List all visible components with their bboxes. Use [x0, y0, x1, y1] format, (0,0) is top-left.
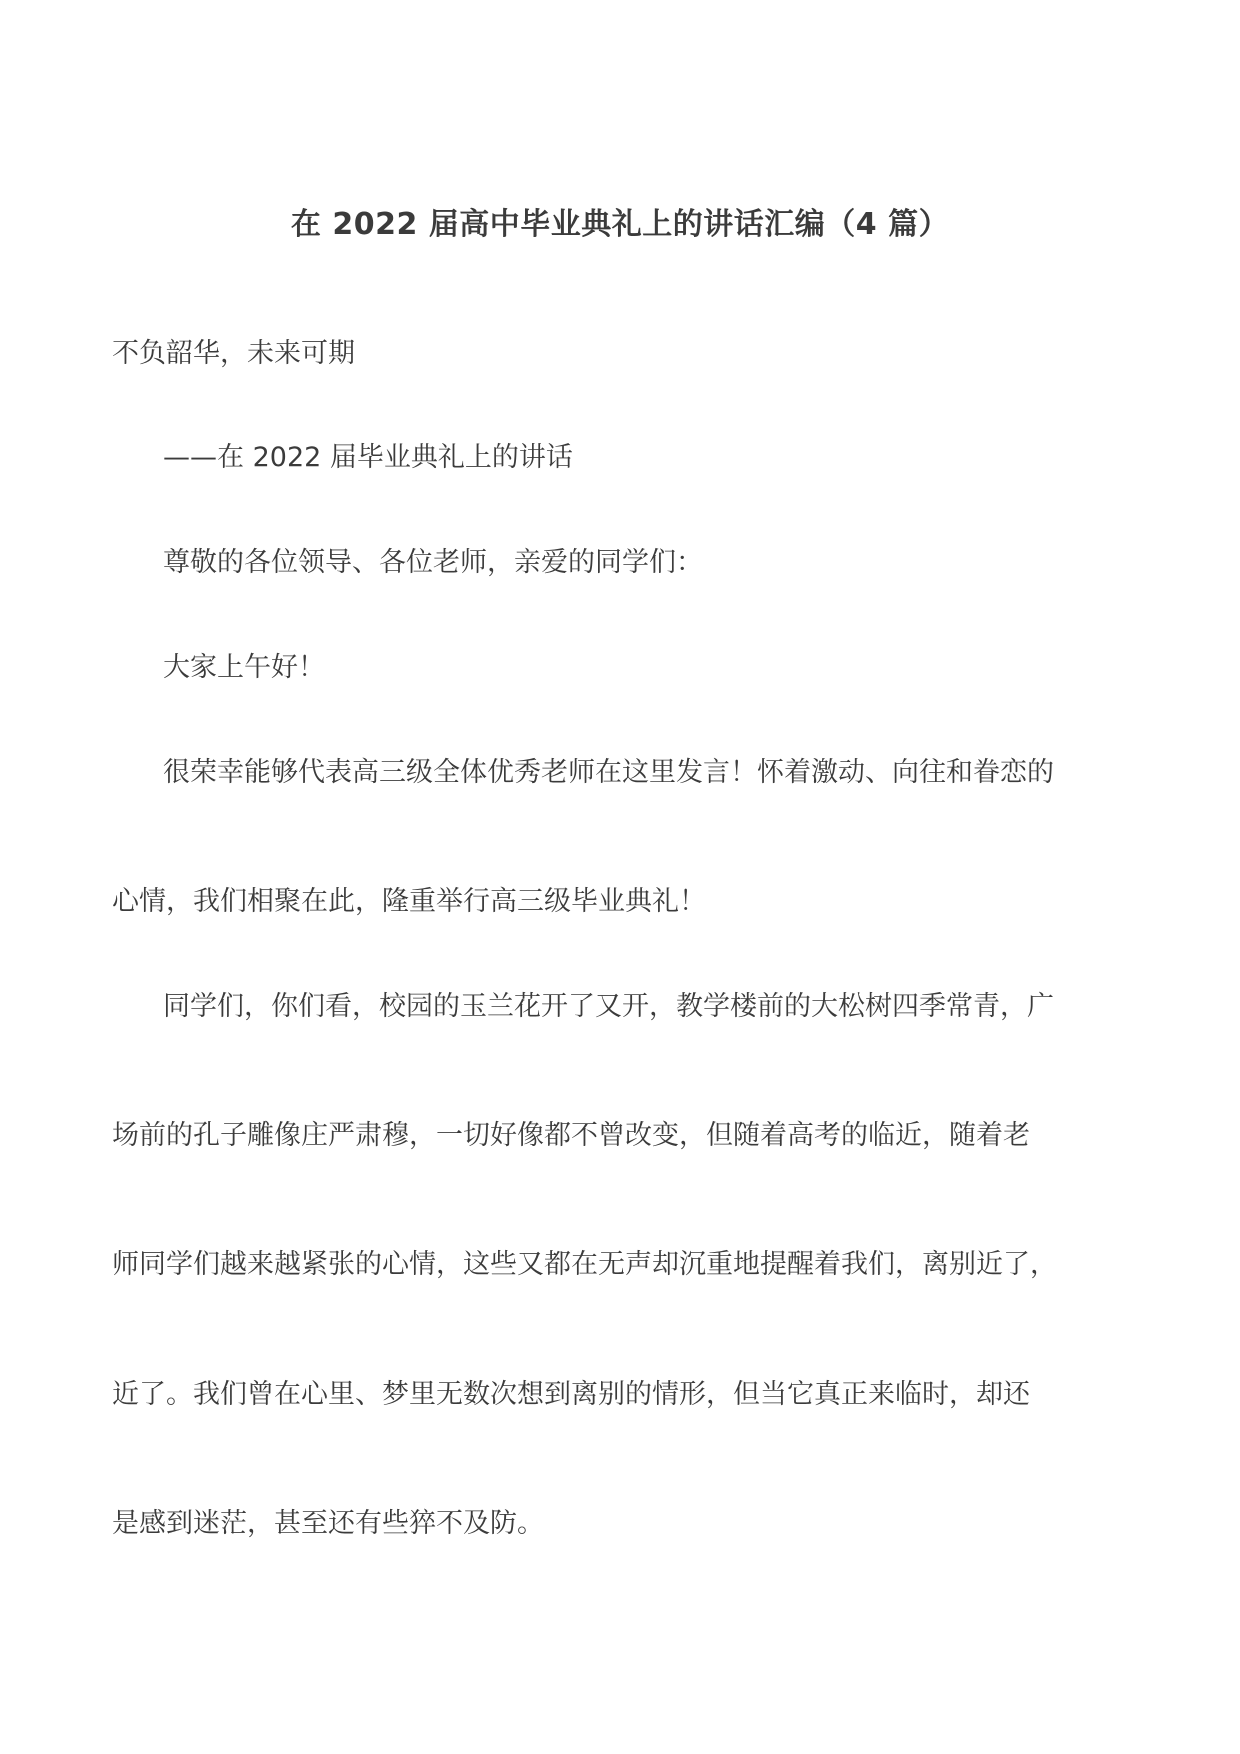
paragraph-2-line-2: 场前的孔子雕像庄严肃穆，一切好像都不曾改变，但随着高考的临近，随着老 — [112, 1120, 1030, 1151]
speech-heading: 不负韶华，未来可期 — [112, 338, 355, 369]
speech-subheading: ——在 2022 届毕业典礼上的讲话 — [163, 442, 573, 473]
document-title: 在 2022 届高中毕业典礼上的讲话汇编（4 篇） — [290, 207, 950, 242]
paragraph-1-line-1: 很荣幸能够代表高三级全体优秀老师在这里发言！怀着激动、向往和眷恋的 — [163, 757, 1054, 788]
greeting-recipients: 尊敬的各位领导、各位老师，亲爱的同学们： — [163, 547, 703, 578]
greeting-line: 大家上午好！ — [163, 652, 325, 683]
paragraph-2-line-4: 近了。我们曾在心里、梦里无数次想到离别的情形，但当它真正来临时，却还 — [112, 1379, 1030, 1410]
paragraph-2-line-5: 是感到迷茫，甚至还有些猝不及防。 — [112, 1508, 544, 1539]
paragraph-2-line-1: 同学们，你们看，校园的玉兰花开了又开，教学楼前的大松树四季常青，广 — [163, 991, 1054, 1022]
paragraph-1-line-2: 心情，我们相聚在此，隆重举行高三级毕业典礼！ — [112, 886, 706, 917]
paragraph-2-line-3: 师同学们越来越紧张的心情，这些又都在无声却沉重地提醒着我们，离别近了， — [112, 1249, 1057, 1280]
